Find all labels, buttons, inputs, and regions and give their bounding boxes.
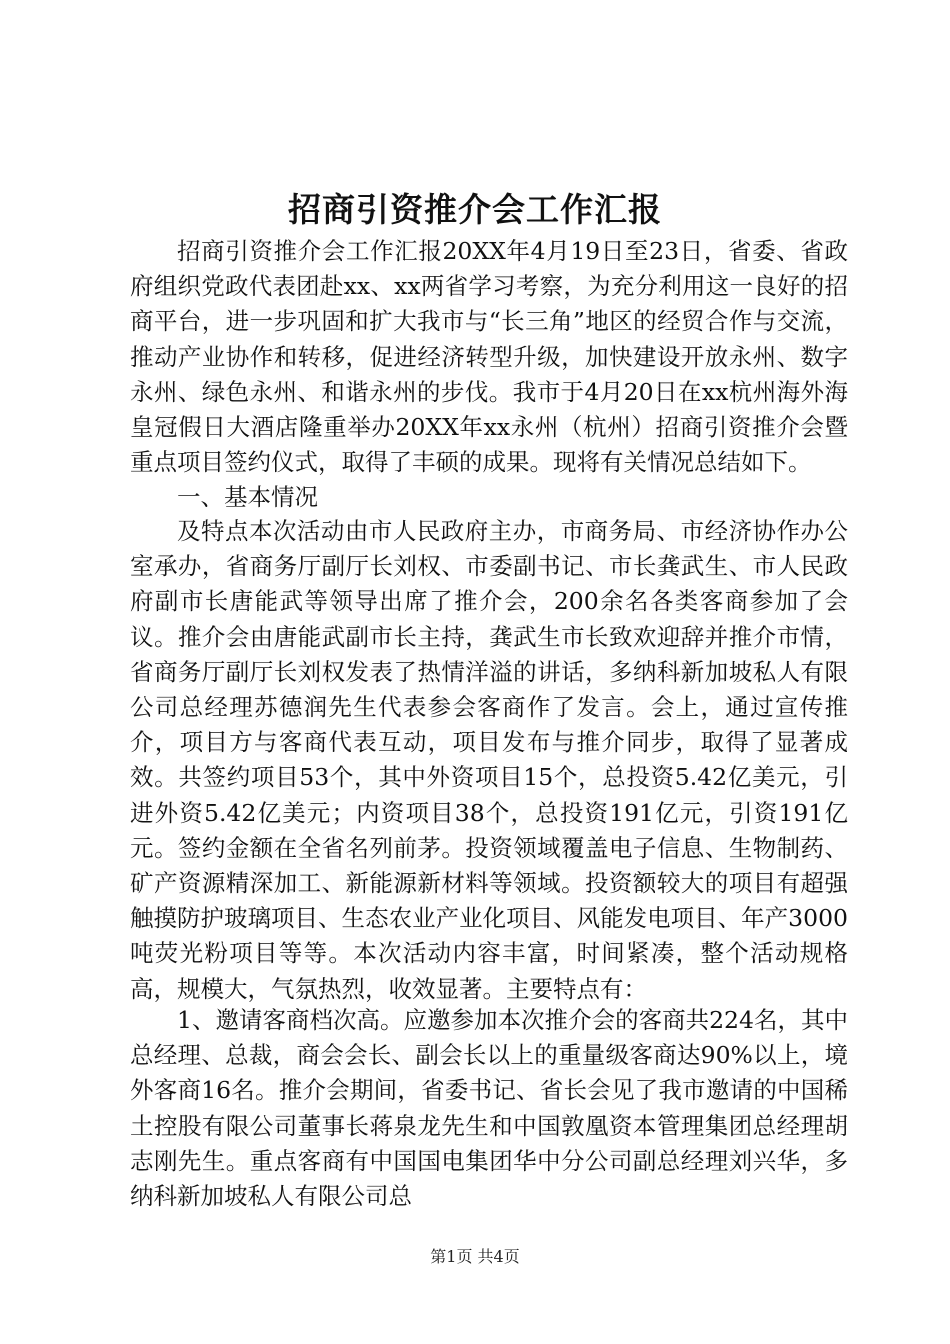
page-footer: 第1页 共4页 bbox=[430, 1247, 520, 1266]
document-title: 招商引资推介会工作汇报 bbox=[288, 190, 662, 229]
section-body-paragraph: 及特点本次活动由市人民政府主办，市商务局、市经济协作办公室承办，省商务厅副厅长刘权、市委副书记、市长龚武生、市人民政府副市长唐能武等领导出席了推介会，200余名各类客商参加了会议。推介会由唐能武副市长主持，龚武生市长致欢迎辞并推介市情，省商务厅副厅长刘权发表了热情洋溢的讲话，多纳科新加坡私人有限公司总经理苏德润先生代表参会客商作了发言。会上，通过宣传推介，项目方与客商代表互动，项目发布与推介同步，取得了显著成效。共签约项目53个，其中外资项目15个，总投资5.42亿美元，引进外资5.42亿美元；内资项目38个，总投资191亿元，引资191亿元。签约金额在全省名列前茅。投资领域覆盖电子信息、生物制药、矿产资源精深加工、新能源新材料等领域。投资额较大的项目有超强触摸防护玻璃项目、生态农业产业化项目、风能发电项目、年产3000吨荧光粉项目等等。本次活动内容丰富，时间紧凑，整个活动规格高，规模大，气氛热烈，收效显著。主要特点有： bbox=[130, 517, 848, 1003]
intro-paragraph: 招商引资推介会工作汇报20XX年4月19日至23日，省委、省政府组织党政代表团赴xx、xx两省学习考察，为充分利用这一良好的招商平台，进一步巩固和扩大我市与“长三角”地区的经贸合作与交流，推动产业协作和转移，促进经济转型升级，加快建设开放永州、数字永州、绿色永州、和谐永州的步伐。我市于4月20日在xx杭州海外海皇冠假日大酒店隆重举办20XX年xx永州（杭州）招商引资推介会暨重点项目签约仪式，取得了丰硕的成果。现将有关情况总结如下。 bbox=[130, 237, 848, 477]
section-heading-basic-info: 一、基本情况 bbox=[177, 483, 318, 511]
point-1-paragraph: 1、邀请客商档次高。应邀参加本次推介会的客商共224名，其中总经理、总裁，商会会长、副会长以上的重量级客商达90%以上，境外客商16名。推介会期间，省委书记、省长会见了我市邀请的中国稀土控股有限公司董事长蒋泉龙先生和中国敦凰资本管理集团总经理胡志刚先生。重点客商有中国国电集团华中分公司副总经理刘兴华，多纳科新加坡私人有限公司总 bbox=[130, 1006, 848, 1211]
